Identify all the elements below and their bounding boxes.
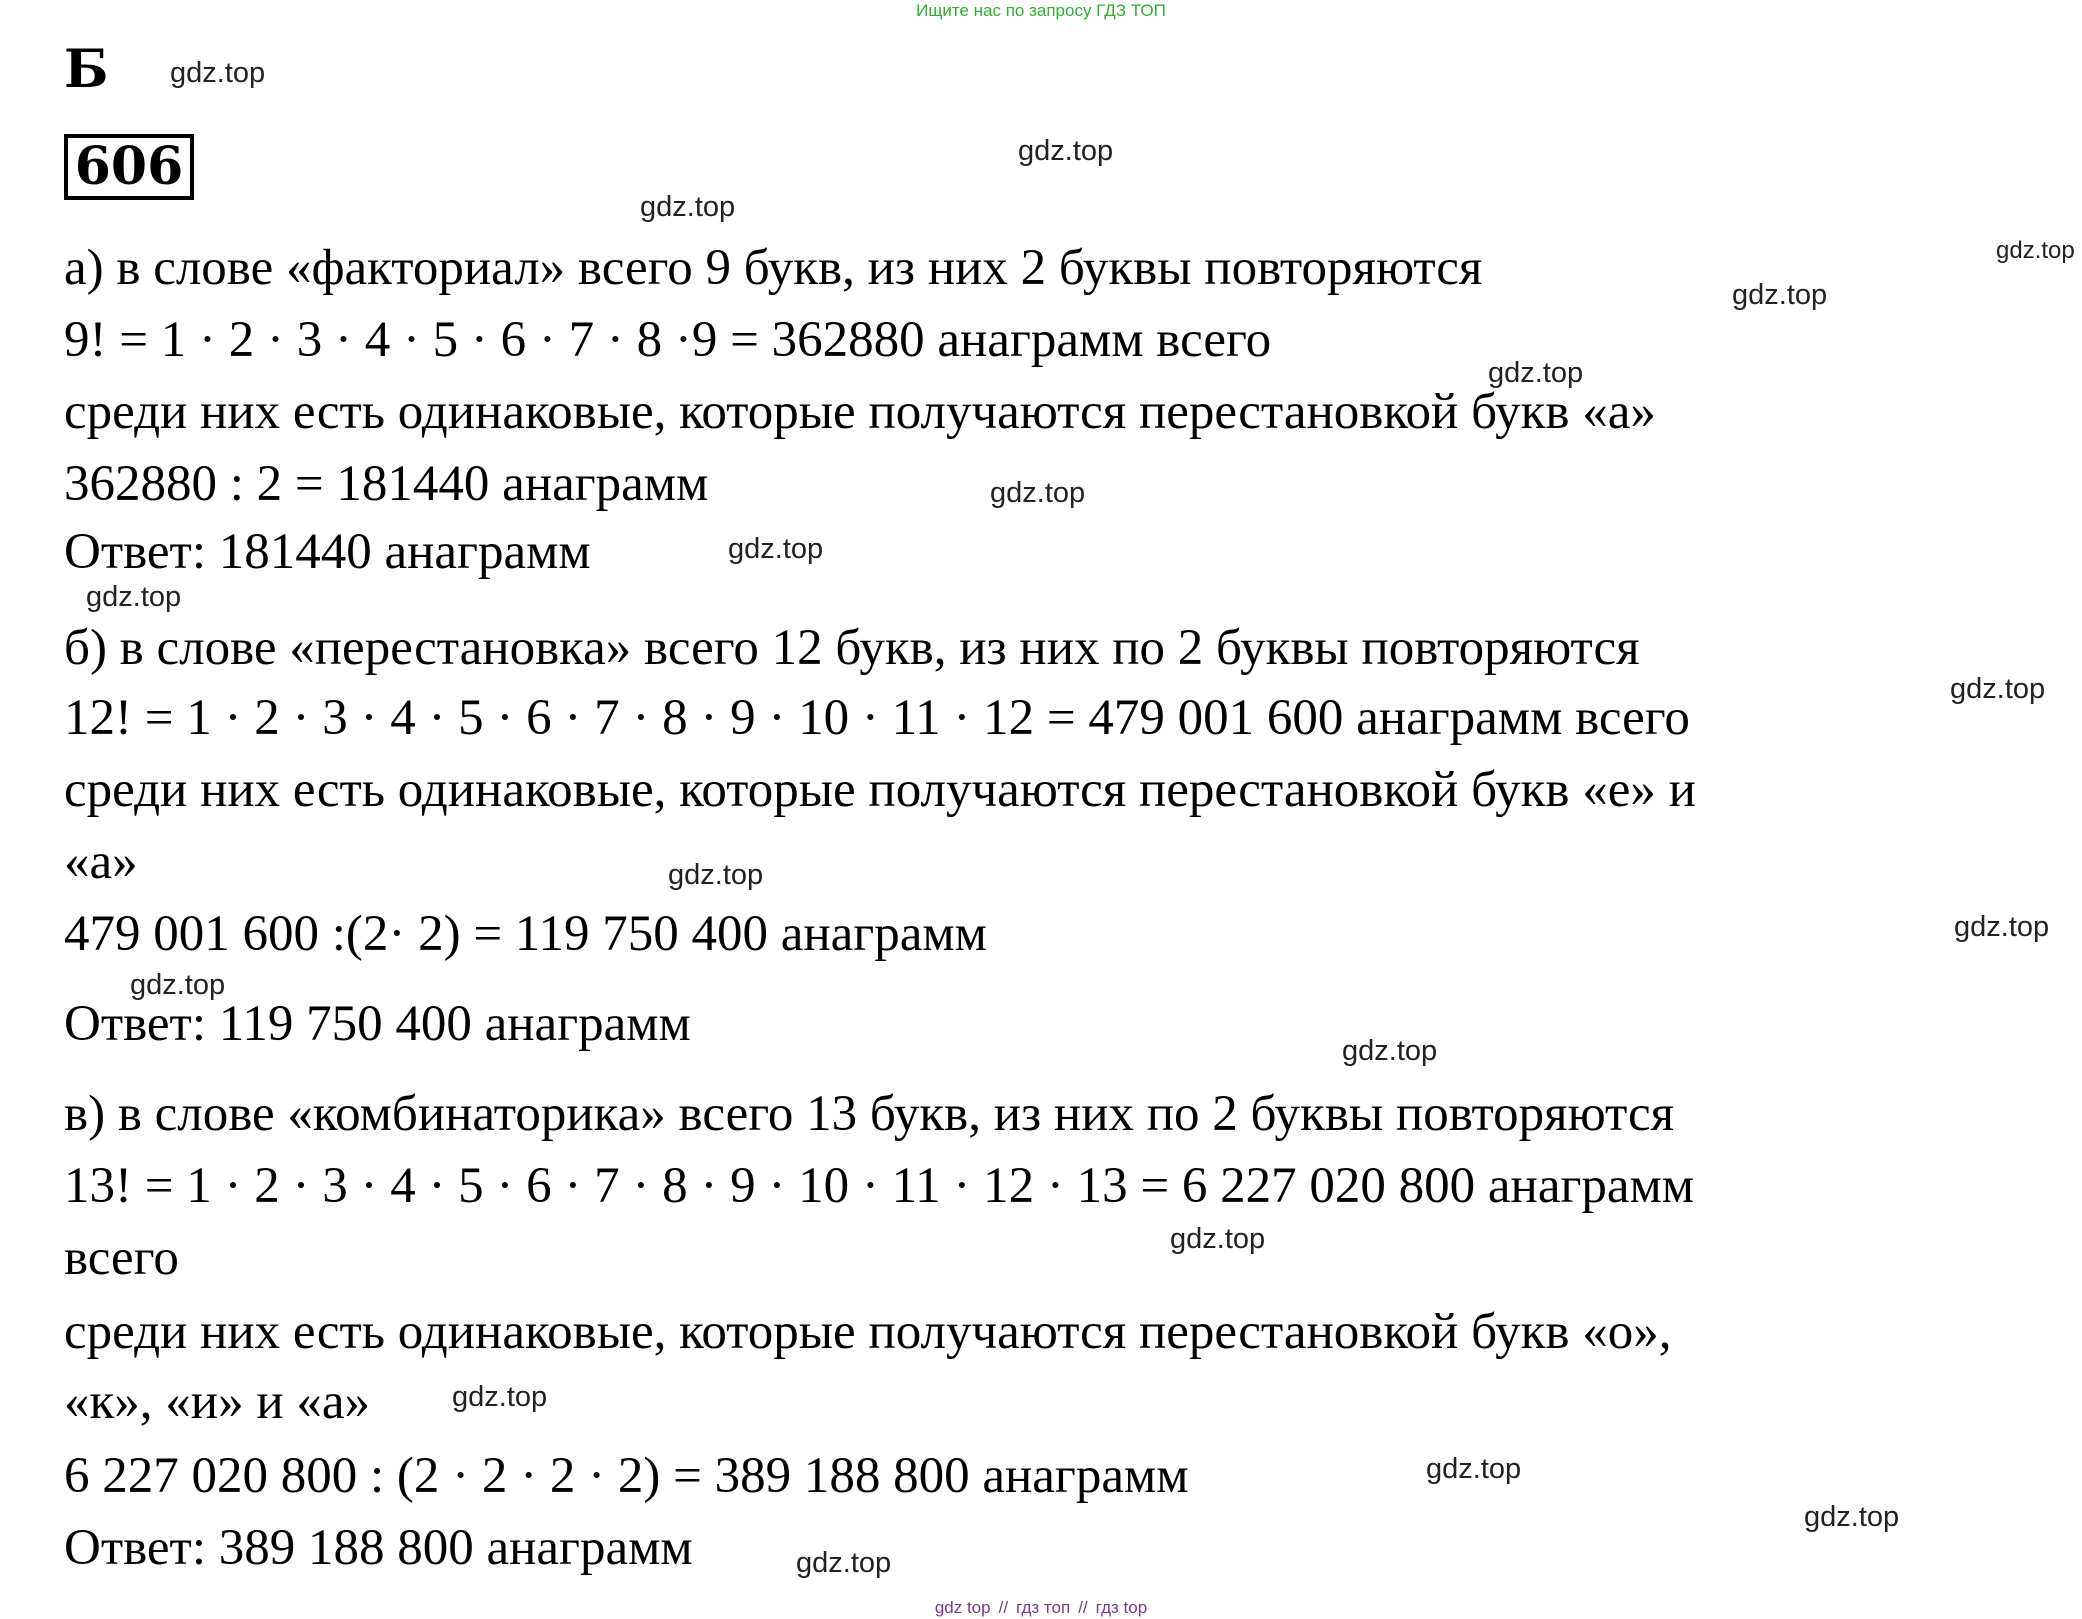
watermark: gdz.top xyxy=(668,859,764,891)
solution-line-b-division: 479 001 600 :(2· 2) = 119 750 400 анаграмм xyxy=(64,906,987,962)
solution-line-c-factorial: 13! = 1 · 2 · 3 · 4 · 5 · 6 · 7 · 8 · 9 · 10 · 11 · 12 · 13 = 6 227 020 800 анаграмм xyxy=(64,1158,1695,1214)
solution-line-b-duplicates: среди них есть одинаковые, которые получаются перестановкой букв «е» и xyxy=(64,762,1696,818)
solution-line-c-intro: в) в слове «комбинаторика» всего 13 букв, из них по 2 буквы повторяются xyxy=(64,1086,1675,1142)
top-banner: Ищите нас по запросу ГДЗ ТОП xyxy=(916,1,1166,20)
solution-line-a-factorial: 9! = 1 · 2 · 3 · 4 · 5 · 6 · 7 · 8 ·9 = 362880 анаграмм всего xyxy=(64,312,1272,368)
watermark: gdz.top xyxy=(640,191,736,223)
solution-line-a-intro: а) в слове «факториал» всего 9 букв, из них 2 буквы повторяются xyxy=(64,240,1483,296)
solution-line-c-factorial-cont: всего xyxy=(64,1230,179,1286)
solution-line-c-duplicates: среди них есть одинаковые, которые получаются перестановкой букв «о», xyxy=(64,1304,1672,1360)
watermark: gdz.top xyxy=(1996,237,2075,264)
footer-separator: // xyxy=(1078,1598,1088,1617)
watermark: gdz.top xyxy=(990,477,1086,509)
footer-item: гдз top xyxy=(1095,1598,1148,1617)
footer-item: гдз топ xyxy=(1016,1598,1071,1617)
watermark: gdz.top xyxy=(796,1547,892,1579)
answer-b: Ответ: 119 750 400 анаграмм xyxy=(64,996,691,1052)
watermark: gdz.top xyxy=(130,969,226,1001)
solution-line-c-division: 6 227 020 800 : (2 · 2 · 2 · 2) = 389 188 800 анаграмм xyxy=(64,1448,1189,1504)
footer-item: gdz top xyxy=(934,1598,991,1617)
solution-line-b-duplicates-cont: «а» xyxy=(64,834,138,890)
watermark: gdz.top xyxy=(1488,357,1584,389)
footer-separator: // xyxy=(998,1598,1009,1617)
watermark: gdz.top xyxy=(1732,279,1828,311)
watermark: gdz.top xyxy=(1426,1453,1522,1485)
footer xyxy=(0,1598,2082,1618)
watermark: gdz.top xyxy=(728,533,824,565)
solution-line-c-duplicates-cont: «к», «и» и «а» xyxy=(64,1374,370,1430)
solution-line-a-division: 362880 : 2 = 181440 анаграмм xyxy=(64,456,709,512)
answer-c: Ответ: 389 188 800 анаграмм xyxy=(64,1520,693,1576)
solution-line-b-intro: б) в слове «перестановка» всего 12 букв, из них по 2 буквы повторяются xyxy=(64,620,1640,676)
answer-a: Ответ: 181440 анаграмм xyxy=(64,524,591,580)
solution-line-a-duplicates: среди них есть одинаковые, которые получаются перестановкой букв «а» xyxy=(64,384,1656,440)
watermark: gdz.top xyxy=(1170,1223,1266,1255)
watermark: gdz.top xyxy=(1018,135,1114,167)
watermark: gdz.top xyxy=(1804,1501,1900,1533)
watermark: gdz.top xyxy=(170,57,266,89)
problem-number-box: 606 xyxy=(64,134,194,200)
watermark: gdz.top xyxy=(1954,911,2050,943)
watermark: gdz.top xyxy=(86,581,182,613)
watermark: gdz.top xyxy=(452,1381,548,1413)
watermark: gdz.top xyxy=(1950,673,2046,705)
solution-line-b-factorial: 12! = 1 · 2 · 3 · 4 · 5 · 6 · 7 · 8 · 9 · 10 · 11 · 12 = 479 001 600 анаграмм всего xyxy=(64,690,1690,746)
section-letter: Б xyxy=(64,39,109,100)
watermark: gdz.top xyxy=(1342,1035,1438,1067)
